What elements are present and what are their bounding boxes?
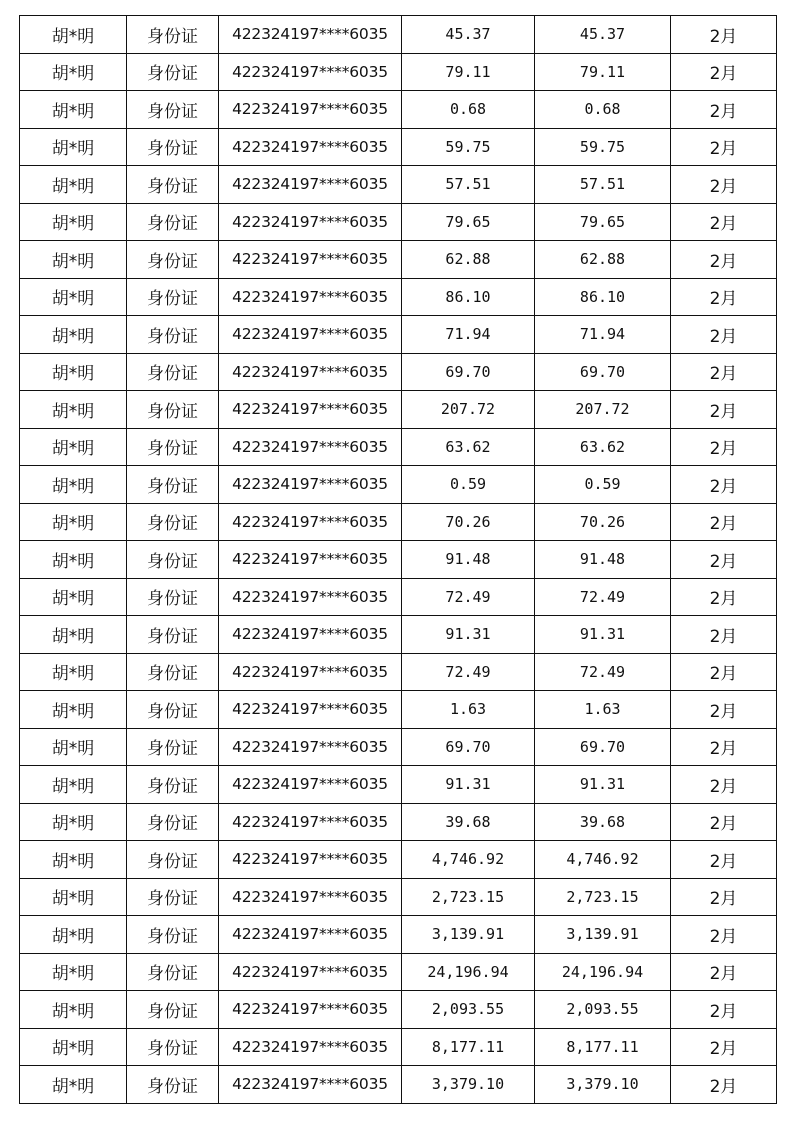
cell-month: 2月 [671, 428, 777, 466]
cell-id-number: 422324197****6035 [219, 803, 402, 841]
cell-name: 胡*明 [20, 653, 127, 691]
cell-amount: 91.31 [402, 616, 535, 654]
cell-month: 2月 [671, 241, 777, 279]
cell-id-type: 身份证 [127, 803, 219, 841]
cell-name: 胡*明 [20, 166, 127, 204]
cell-month: 2月 [671, 541, 777, 579]
cell-amount-2: 0.59 [535, 466, 671, 504]
cell-month: 2月 [671, 953, 777, 991]
cell-month: 2月 [671, 1066, 777, 1104]
cell-id-type: 身份证 [127, 428, 219, 466]
cell-month: 2月 [671, 916, 777, 954]
table-row [20, 128, 777, 166]
cell-amount: 72.49 [402, 653, 535, 691]
table-row [20, 353, 777, 391]
cell-id-number: 422324197****6035 [219, 578, 402, 616]
cell-month: 2月 [671, 466, 777, 504]
cell-amount-2: 2,093.55 [535, 991, 671, 1029]
cell-id-number: 422324197****6035 [219, 653, 402, 691]
cell-amount-2: 72.49 [535, 578, 671, 616]
cell-amount: 63.62 [402, 428, 535, 466]
table-row [20, 503, 777, 541]
cell-amount-2: 24,196.94 [535, 953, 671, 991]
cell-name: 胡*明 [20, 466, 127, 504]
cell-name: 胡*明 [20, 953, 127, 991]
cell-id-number: 422324197****6035 [219, 203, 402, 241]
cell-id-type: 身份证 [127, 316, 219, 354]
cell-amount: 71.94 [402, 316, 535, 354]
cell-id-type: 身份证 [127, 728, 219, 766]
cell-name: 胡*明 [20, 503, 127, 541]
cell-id-number: 422324197****6035 [219, 766, 402, 804]
cell-name: 胡*明 [20, 91, 127, 129]
cell-amount-2: 79.11 [535, 53, 671, 91]
cell-amount-2: 86.10 [535, 278, 671, 316]
table-row [20, 728, 777, 766]
cell-month: 2月 [671, 128, 777, 166]
cell-id-number: 422324197****6035 [219, 166, 402, 204]
cell-amount: 207.72 [402, 391, 535, 429]
cell-amount: 0.59 [402, 466, 535, 504]
cell-amount: 57.51 [402, 166, 535, 204]
cell-id-number: 422324197****6035 [219, 316, 402, 354]
cell-amount: 62.88 [402, 241, 535, 279]
cell-id-type: 身份证 [127, 616, 219, 654]
table-body [20, 16, 777, 1104]
cell-month: 2月 [671, 391, 777, 429]
cell-amount: 39.68 [402, 803, 535, 841]
cell-month: 2月 [671, 878, 777, 916]
cell-id-type: 身份证 [127, 653, 219, 691]
cell-name: 胡*明 [20, 1066, 127, 1104]
cell-amount: 69.70 [402, 353, 535, 391]
cell-name: 胡*明 [20, 616, 127, 654]
cell-amount: 72.49 [402, 578, 535, 616]
cell-id-number: 422324197****6035 [219, 541, 402, 579]
cell-amount-2: 69.70 [535, 728, 671, 766]
cell-name: 胡*明 [20, 878, 127, 916]
cell-amount-2: 45.37 [535, 16, 671, 54]
cell-amount: 1.63 [402, 691, 535, 729]
cell-id-number: 422324197****6035 [219, 916, 402, 954]
cell-id-number: 422324197****6035 [219, 53, 402, 91]
cell-month: 2月 [671, 166, 777, 204]
cell-amount: 2,723.15 [402, 878, 535, 916]
cell-id-number: 422324197****6035 [219, 1028, 402, 1066]
cell-month: 2月 [671, 53, 777, 91]
cell-id-number: 422324197****6035 [219, 503, 402, 541]
cell-id-type: 身份证 [127, 128, 219, 166]
cell-amount: 70.26 [402, 503, 535, 541]
cell-month: 2月 [671, 353, 777, 391]
table-row [20, 1066, 777, 1104]
cell-id-type: 身份证 [127, 916, 219, 954]
cell-amount-2: 3,379.10 [535, 1066, 671, 1104]
cell-amount-2: 91.31 [535, 766, 671, 804]
cell-amount-2: 39.68 [535, 803, 671, 841]
cell-amount: 45.37 [402, 16, 535, 54]
cell-id-number: 422324197****6035 [219, 691, 402, 729]
cell-id-type: 身份证 [127, 241, 219, 279]
cell-id-number: 422324197****6035 [219, 428, 402, 466]
cell-month: 2月 [671, 316, 777, 354]
cell-id-type: 身份证 [127, 353, 219, 391]
cell-amount-2: 72.49 [535, 653, 671, 691]
cell-id-number: 422324197****6035 [219, 128, 402, 166]
cell-name: 胡*明 [20, 316, 127, 354]
cell-amount: 2,093.55 [402, 991, 535, 1029]
cell-amount: 59.75 [402, 128, 535, 166]
cell-id-number: 422324197****6035 [219, 1066, 402, 1104]
cell-id-number: 422324197****6035 [219, 16, 402, 54]
table-row [20, 803, 777, 841]
cell-name: 胡*明 [20, 991, 127, 1029]
table-row [20, 691, 777, 729]
cell-month: 2月 [671, 578, 777, 616]
cell-id-type: 身份证 [127, 91, 219, 129]
table-row [20, 616, 777, 654]
cell-name: 胡*明 [20, 841, 127, 879]
cell-id-number: 422324197****6035 [219, 991, 402, 1029]
cell-id-type: 身份证 [127, 841, 219, 879]
cell-name: 胡*明 [20, 391, 127, 429]
table-row [20, 466, 777, 504]
cell-amount: 91.48 [402, 541, 535, 579]
table-row [20, 391, 777, 429]
table-row [20, 766, 777, 804]
table-row [20, 991, 777, 1029]
cell-name: 胡*明 [20, 916, 127, 954]
cell-name: 胡*明 [20, 278, 127, 316]
cell-month: 2月 [671, 1028, 777, 1066]
cell-name: 胡*明 [20, 428, 127, 466]
cell-amount: 69.70 [402, 728, 535, 766]
cell-name: 胡*明 [20, 353, 127, 391]
table-row [20, 316, 777, 354]
cell-amount-2: 1.63 [535, 691, 671, 729]
cell-id-number: 422324197****6035 [219, 953, 402, 991]
cell-id-type: 身份证 [127, 541, 219, 579]
cell-amount-2: 207.72 [535, 391, 671, 429]
cell-name: 胡*明 [20, 1028, 127, 1066]
cell-name: 胡*明 [20, 803, 127, 841]
cell-amount-2: 91.48 [535, 541, 671, 579]
table-row [20, 841, 777, 879]
cell-amount: 3,139.91 [402, 916, 535, 954]
cell-id-type: 身份证 [127, 166, 219, 204]
cell-amount-2: 3,139.91 [535, 916, 671, 954]
cell-amount-2: 57.51 [535, 166, 671, 204]
cell-id-type: 身份证 [127, 391, 219, 429]
cell-month: 2月 [671, 653, 777, 691]
table-row [20, 203, 777, 241]
cell-id-type: 身份证 [127, 991, 219, 1029]
cell-month: 2月 [671, 203, 777, 241]
cell-amount: 4,746.92 [402, 841, 535, 879]
cell-name: 胡*明 [20, 203, 127, 241]
cell-amount-2: 8,177.11 [535, 1028, 671, 1066]
cell-amount-2: 63.62 [535, 428, 671, 466]
cell-id-type: 身份证 [127, 953, 219, 991]
cell-amount-2: 59.75 [535, 128, 671, 166]
cell-id-type: 身份证 [127, 1028, 219, 1066]
cell-amount-2: 69.70 [535, 353, 671, 391]
cell-amount: 0.68 [402, 91, 535, 129]
cell-month: 2月 [671, 991, 777, 1029]
data-table [19, 15, 777, 1104]
cell-amount: 86.10 [402, 278, 535, 316]
cell-amount-2: 70.26 [535, 503, 671, 541]
cell-id-number: 422324197****6035 [219, 353, 402, 391]
cell-id-number: 422324197****6035 [219, 878, 402, 916]
cell-amount-2: 62.88 [535, 241, 671, 279]
cell-amount-2: 79.65 [535, 203, 671, 241]
table-row [20, 53, 777, 91]
table-row [20, 91, 777, 129]
cell-name: 胡*明 [20, 691, 127, 729]
cell-name: 胡*明 [20, 766, 127, 804]
cell-id-type: 身份证 [127, 691, 219, 729]
cell-month: 2月 [671, 616, 777, 654]
cell-id-type: 身份证 [127, 766, 219, 804]
table-row [20, 278, 777, 316]
cell-id-type: 身份证 [127, 466, 219, 504]
table-row [20, 578, 777, 616]
table-row [20, 1028, 777, 1066]
cell-month: 2月 [671, 803, 777, 841]
cell-amount-2: 2,723.15 [535, 878, 671, 916]
table-row [20, 916, 777, 954]
cell-name: 胡*明 [20, 16, 127, 54]
cell-amount-2: 0.68 [535, 91, 671, 129]
cell-id-type: 身份证 [127, 53, 219, 91]
cell-id-number: 422324197****6035 [219, 616, 402, 654]
table-row [20, 541, 777, 579]
cell-id-number: 422324197****6035 [219, 728, 402, 766]
table-row [20, 16, 777, 54]
cell-id-type: 身份证 [127, 1066, 219, 1104]
cell-amount: 8,177.11 [402, 1028, 535, 1066]
cell-month: 2月 [671, 91, 777, 129]
cell-amount: 79.11 [402, 53, 535, 91]
cell-id-type: 身份证 [127, 16, 219, 54]
cell-month: 2月 [671, 728, 777, 766]
cell-amount-2: 91.31 [535, 616, 671, 654]
cell-id-type: 身份证 [127, 578, 219, 616]
cell-id-number: 422324197****6035 [219, 278, 402, 316]
table-row [20, 878, 777, 916]
cell-amount: 79.65 [402, 203, 535, 241]
cell-id-type: 身份证 [127, 278, 219, 316]
cell-name: 胡*明 [20, 53, 127, 91]
cell-id-type: 身份证 [127, 503, 219, 541]
cell-id-number: 422324197****6035 [219, 391, 402, 429]
table-row [20, 428, 777, 466]
cell-month: 2月 [671, 503, 777, 541]
table-row [20, 166, 777, 204]
cell-name: 胡*明 [20, 541, 127, 579]
cell-month: 2月 [671, 766, 777, 804]
cell-amount: 91.31 [402, 766, 535, 804]
cell-amount-2: 4,746.92 [535, 841, 671, 879]
cell-name: 胡*明 [20, 241, 127, 279]
cell-month: 2月 [671, 691, 777, 729]
cell-id-number: 422324197****6035 [219, 466, 402, 504]
cell-id-number: 422324197****6035 [219, 91, 402, 129]
cell-name: 胡*明 [20, 728, 127, 766]
cell-month: 2月 [671, 16, 777, 54]
cell-amount: 3,379.10 [402, 1066, 535, 1104]
cell-amount: 24,196.94 [402, 953, 535, 991]
table-row [20, 653, 777, 691]
cell-month: 2月 [671, 841, 777, 879]
cell-id-type: 身份证 [127, 203, 219, 241]
cell-amount-2: 71.94 [535, 316, 671, 354]
cell-id-number: 422324197****6035 [219, 841, 402, 879]
cell-name: 胡*明 [20, 578, 127, 616]
table-row [20, 953, 777, 991]
cell-month: 2月 [671, 278, 777, 316]
table-row [20, 241, 777, 279]
cell-id-number: 422324197****6035 [219, 241, 402, 279]
cell-id-type: 身份证 [127, 878, 219, 916]
cell-name: 胡*明 [20, 128, 127, 166]
